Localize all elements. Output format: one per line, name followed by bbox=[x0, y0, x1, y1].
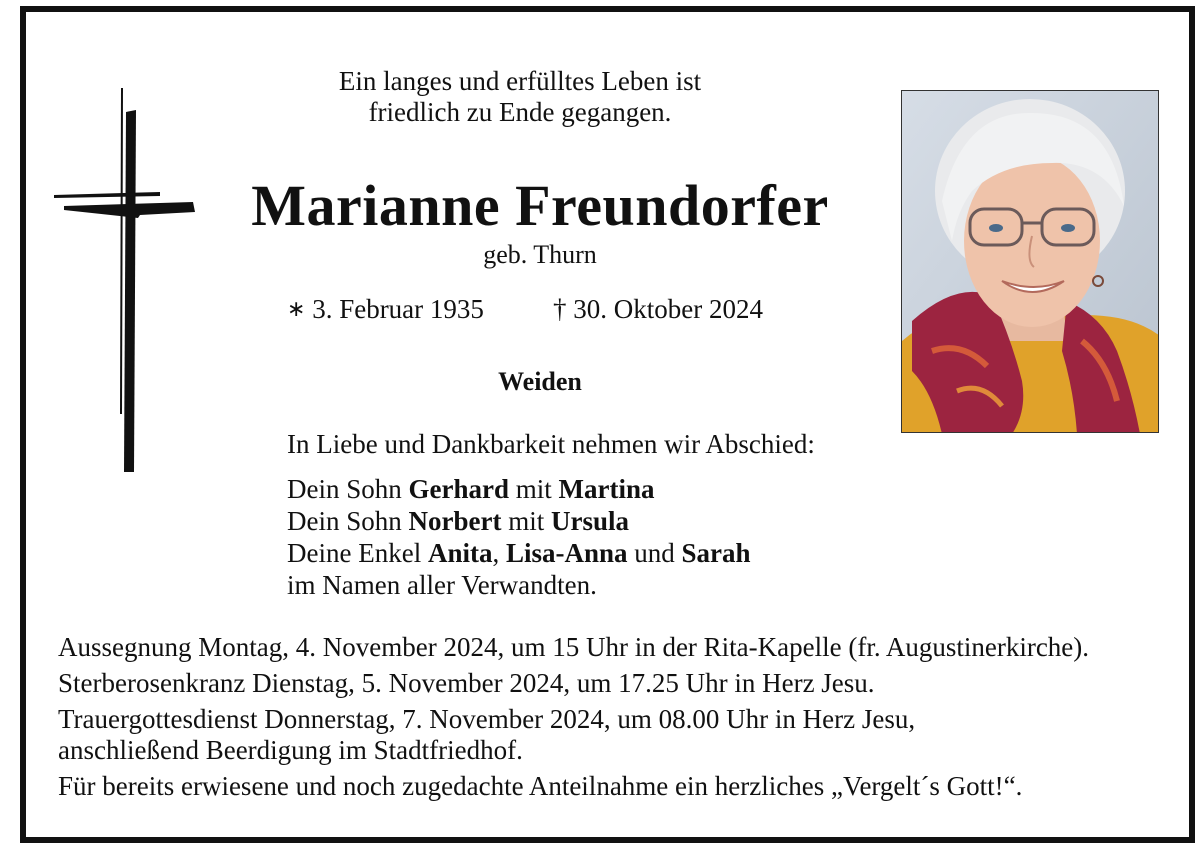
note-line-1: Aussegnung Montag, 4. November 2024, um 15 Uhr in der Rita-Kapelle (fr. Augustinerkirche). bbox=[58, 632, 1090, 662]
family-line-2 bbox=[287, 505, 815, 537]
family-line-4: im Namen aller Verwandten. bbox=[287, 570, 597, 600]
family-block bbox=[287, 428, 815, 601]
death-symbol: † bbox=[553, 294, 567, 324]
maiden-name: geb. Thurn bbox=[483, 240, 597, 269]
portrait-illustration bbox=[902, 91, 1159, 433]
intro-line-2: friedlich zu Ende gegangen. bbox=[368, 97, 672, 127]
family-line-1 bbox=[287, 473, 815, 505]
portrait-photo bbox=[901, 90, 1159, 433]
text: mit bbox=[501, 506, 551, 536]
family-line-3 bbox=[287, 537, 815, 569]
text: Dein Sohn bbox=[287, 474, 409, 504]
text: mit bbox=[509, 474, 559, 504]
birth-date: 3. Februar 1935 bbox=[312, 294, 484, 324]
intro-text bbox=[120, 66, 920, 128]
birth-date-group bbox=[287, 294, 484, 325]
deceased-name: Marianne Freundorfer bbox=[251, 173, 829, 238]
city: Weiden bbox=[498, 367, 582, 396]
relative-name: Norbert bbox=[408, 506, 502, 536]
family-heading: In Liebe und Dankbarkeit nehmen wir Abschied: bbox=[287, 429, 815, 459]
note-line-5: Für bereits erwiesene und noch zugedachte Anteilnahme ein herzliches „Vergelt´s Gott!“. bbox=[58, 771, 1023, 801]
cross-icon bbox=[50, 84, 200, 476]
text: Dein Sohn bbox=[287, 506, 409, 536]
text: , bbox=[492, 538, 506, 568]
note-line-3: Trauergottesdienst Donnerstag, 7. November 2024, um 08.00 Uhr in Herz Jesu, bbox=[58, 704, 916, 734]
death-date: 30. Oktober 2024 bbox=[573, 294, 763, 324]
ceremony-notes bbox=[58, 632, 1089, 802]
relative-name: Martina bbox=[558, 474, 655, 504]
note-line-4: anschließend Beerdigung im Stadtfriedhof. bbox=[58, 735, 523, 765]
relative-name: Lisa-Anna bbox=[505, 538, 628, 568]
intro-line-1: Ein langes und erfülltes Leben ist bbox=[338, 66, 702, 96]
relative-name: Ursula bbox=[550, 506, 629, 536]
relative-name: Anita bbox=[427, 538, 493, 568]
text: und bbox=[627, 538, 682, 568]
relative-name: Gerhard bbox=[408, 474, 509, 504]
text: Deine Enkel bbox=[287, 538, 428, 568]
death-date-group bbox=[553, 294, 763, 325]
relative-name: Sarah bbox=[681, 538, 751, 568]
note-line-2: Sterberosenkranz Dienstag, 5. November 2024, um 17.25 Uhr in Herz Jesu. bbox=[58, 668, 875, 698]
birth-symbol: ∗ bbox=[287, 296, 306, 321]
